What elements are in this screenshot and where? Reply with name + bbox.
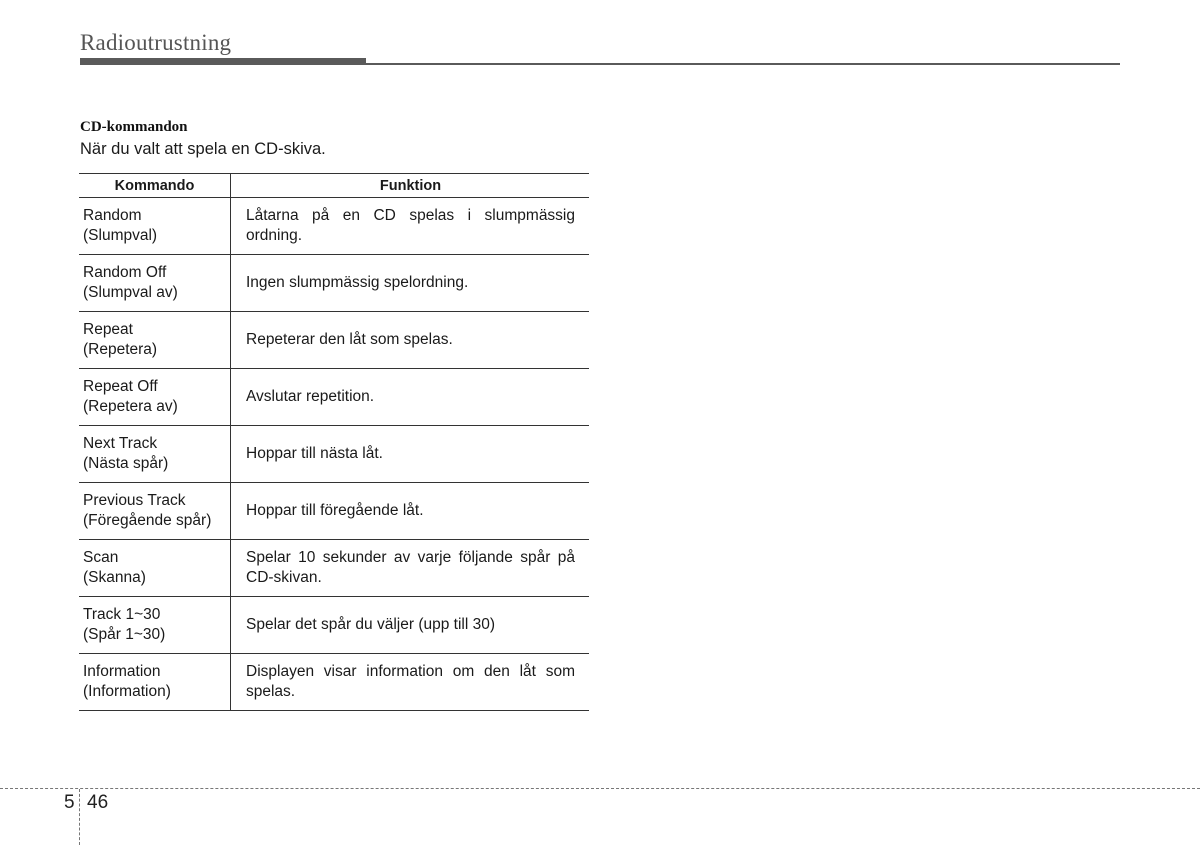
command-name: Random Off xyxy=(83,264,167,281)
table-row xyxy=(79,312,589,369)
command-translation: (Information) xyxy=(83,683,171,700)
table-row xyxy=(79,654,589,711)
command-cell xyxy=(79,312,231,369)
footer-dashed-divider xyxy=(79,789,80,845)
command-cell xyxy=(79,540,231,597)
page-header-title: Radioutrustning xyxy=(80,30,232,55)
command-cell xyxy=(79,654,231,711)
function-cell: Displayen visar information om den låt som spelas. xyxy=(231,654,590,711)
table-row xyxy=(79,483,589,540)
footer-dashed-rule xyxy=(0,788,1200,789)
command-name: Repeat xyxy=(83,321,133,338)
command-name: Next Track xyxy=(83,435,158,452)
cd-commands-table xyxy=(79,173,589,711)
command-translation: (Slumpval) xyxy=(83,227,158,244)
function-cell: Hoppar till föregående låt. xyxy=(231,483,590,540)
function-cell: Spelar det spår du väljer (upp till 30) xyxy=(231,597,590,654)
command-cell xyxy=(79,426,231,483)
command-translation: (Repetera) xyxy=(83,341,158,358)
column-header-command: Kommando xyxy=(79,174,231,198)
section-heading: CD-kommandon xyxy=(80,119,188,135)
command-name: Scan xyxy=(83,549,119,566)
section-number: 5 xyxy=(64,792,75,813)
page-number: 46 xyxy=(87,792,109,813)
function-cell: Avslutar repetition. xyxy=(231,369,590,426)
function-cell: Hoppar till nästa låt. xyxy=(231,426,590,483)
command-name: Random xyxy=(83,207,142,224)
command-cell xyxy=(79,483,231,540)
command-cell xyxy=(79,255,231,312)
command-name: Previous Track xyxy=(83,492,186,509)
table-row xyxy=(79,255,589,312)
command-cell xyxy=(79,369,231,426)
table-row xyxy=(79,540,589,597)
function-cell: Spelar 10 sekunder av varje följande spår på CD-skivan. xyxy=(231,540,590,597)
command-cell xyxy=(79,597,231,654)
function-cell: Låtarna på en CD spelas i slumpmässig ordning. xyxy=(231,198,590,255)
command-name: Track 1~30 xyxy=(83,606,161,623)
function-cell: Repeterar den låt som spelas. xyxy=(231,312,590,369)
table-row xyxy=(79,426,589,483)
command-translation: (Föregående spår) xyxy=(83,512,212,529)
table-header-row xyxy=(79,174,589,198)
command-translation: (Repetera av) xyxy=(83,398,178,415)
section-intro: När du valt att spela en CD-skiva. xyxy=(80,140,326,158)
header-rule-accent xyxy=(80,58,366,65)
command-cell xyxy=(79,198,231,255)
command-translation: (Nästa spår) xyxy=(83,455,169,472)
column-header-function: Funktion xyxy=(231,174,590,198)
command-translation: (Spår 1~30) xyxy=(83,626,166,643)
command-translation: (Slumpval av) xyxy=(83,284,178,301)
command-translation: (Skanna) xyxy=(83,569,146,586)
function-cell: Ingen slumpmässig spelordning. xyxy=(231,255,590,312)
header-rule xyxy=(366,63,1120,65)
table-row xyxy=(79,597,589,654)
command-name: Information xyxy=(83,663,161,680)
command-name: Repeat Off xyxy=(83,378,158,395)
table-row xyxy=(79,369,589,426)
table-row xyxy=(79,198,589,255)
